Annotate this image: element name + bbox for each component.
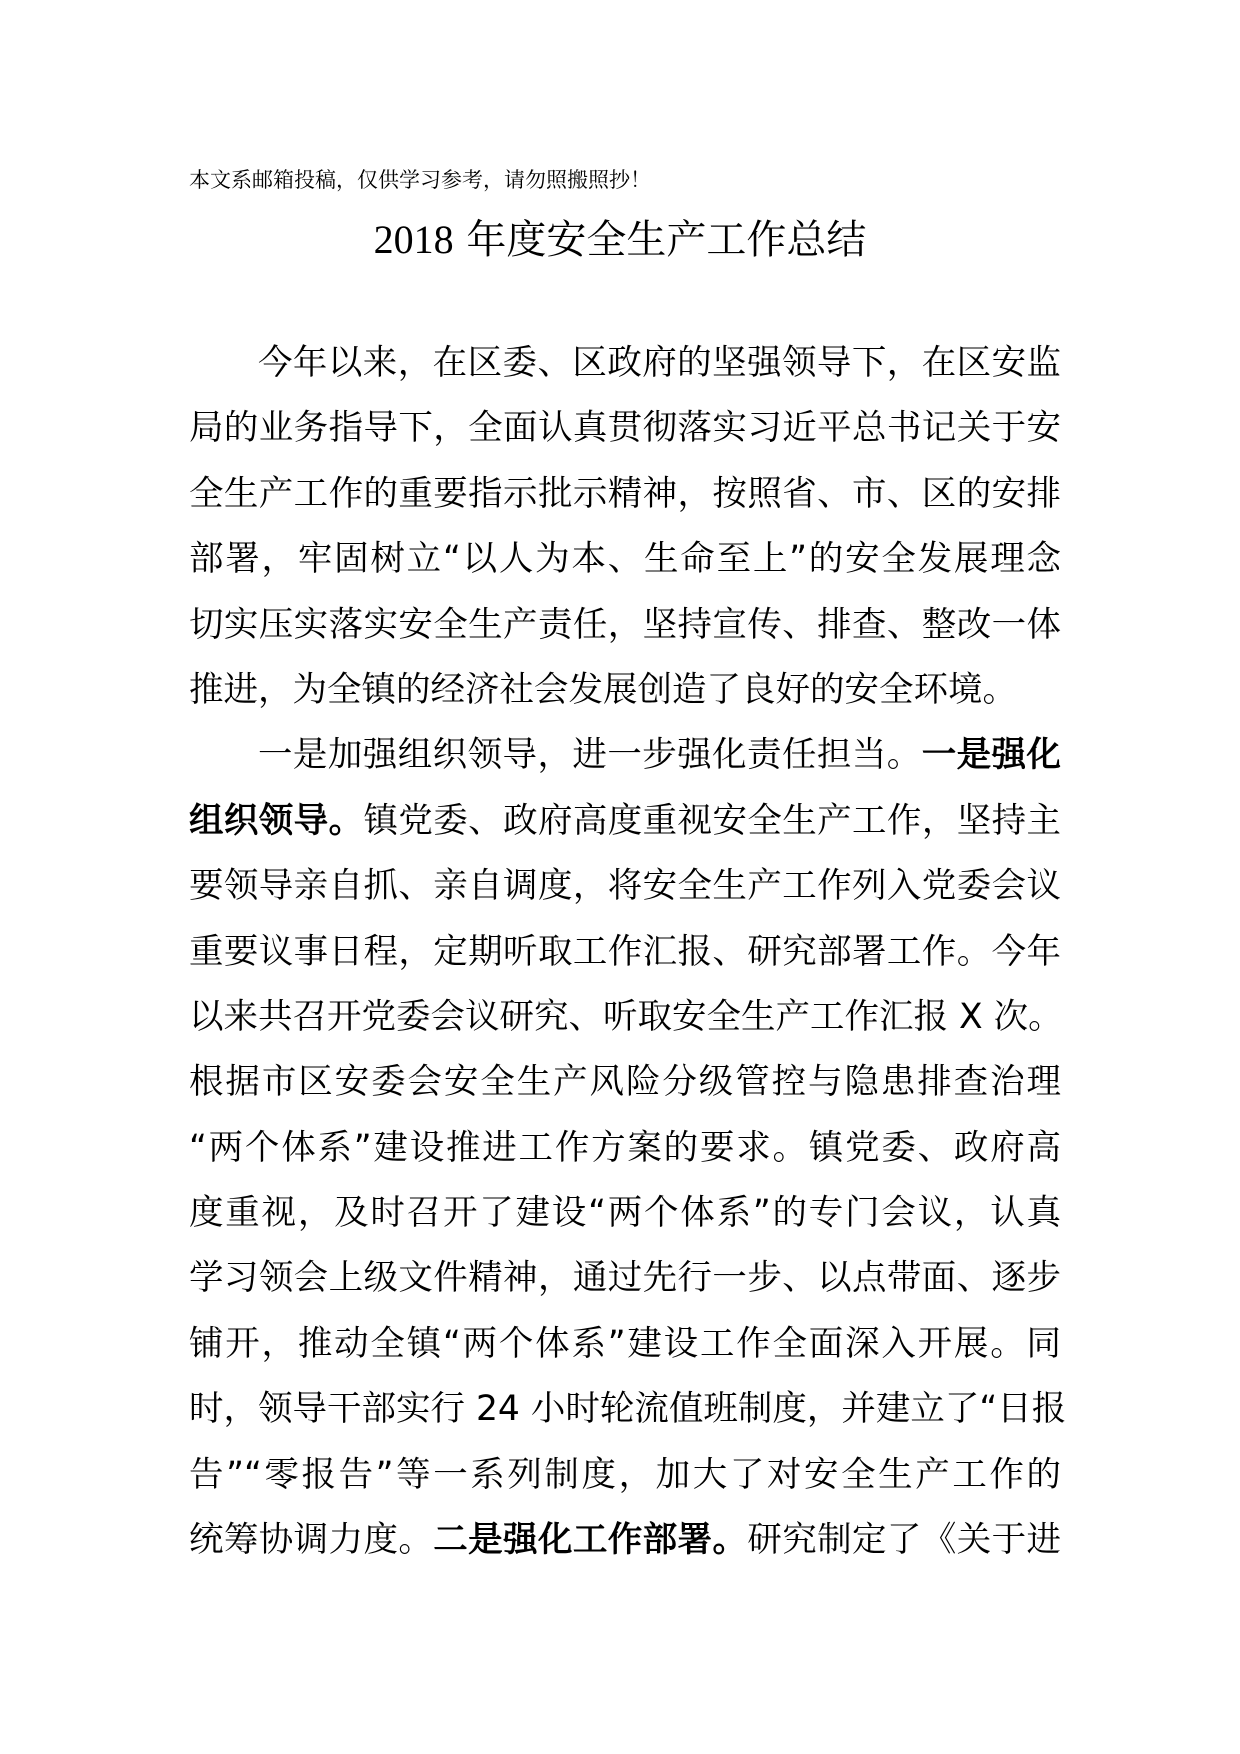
body-line bbox=[189, 732, 1061, 797]
body-line bbox=[189, 340, 1061, 405]
body-line bbox=[189, 1059, 1061, 1124]
header-note: 本文系邮箱投稿，仅供学习参考，请勿照搬照抄！ bbox=[189, 168, 651, 192]
body-line bbox=[189, 1517, 1061, 1582]
bold-heading-text: 一是强化 bbox=[921, 735, 1061, 776]
body-text: 全生产工作的重要指示批示精神，按照省、市、区的安排 bbox=[189, 473, 1061, 514]
body-text: 一是加强组织领导，进一步强化责任担当。 bbox=[258, 735, 922, 776]
body-line bbox=[189, 1255, 1061, 1320]
body-line bbox=[189, 471, 1061, 536]
body-text: 时，领导干部实行 24 小时轮流值班制度，并建立了“日报 bbox=[189, 1389, 1067, 1430]
body-text: 根据市区安委会安全生产风险分级管控与隐患排查治理 bbox=[189, 1062, 1061, 1103]
body-text: “两个体系”建设推进工作方案的要求。镇党委、政府高 bbox=[189, 1127, 1061, 1168]
body-line bbox=[189, 405, 1061, 470]
bold-heading-text: 组织领导。 bbox=[189, 800, 364, 841]
body-text: 切实压实落实安全生产责任，坚持宣传、排查、整改一体 bbox=[189, 604, 1061, 645]
body-text: 告”“零报告”等一系列制度，加大了对安全生产工作的 bbox=[189, 1454, 1061, 1495]
document-title bbox=[0, 208, 1240, 265]
body-text: 要领导亲自抓、亲自调度，将安全生产工作列入党委会议 bbox=[189, 866, 1061, 907]
body-text: 以来共召开党委会议研究、听取安全生产工作汇报 X 次。 bbox=[189, 996, 1063, 1037]
body-text: 重要议事日程，定期听取工作汇报、研究部署工作。今年 bbox=[189, 931, 1061, 972]
body-line bbox=[189, 798, 1061, 863]
body-text: 铺开，推动全镇“两个体系”建设工作全面深入开展。同 bbox=[189, 1323, 1061, 1364]
body-line bbox=[189, 929, 1061, 994]
body-line bbox=[189, 1321, 1061, 1386]
title-text: 年度安全生产工作总结 bbox=[466, 217, 867, 263]
body-line bbox=[189, 1125, 1061, 1190]
body-text: 统筹协调力度。 bbox=[189, 1520, 434, 1561]
body-text: 度重视，及时召开了建设“两个体系”的专门会议，认真 bbox=[189, 1193, 1061, 1234]
body-line bbox=[189, 1190, 1061, 1255]
body-text: 今年以来，在区委、区政府的坚强领导下，在区安监 bbox=[258, 343, 1061, 383]
body-text: 镇党委、政府高度重视安全生产工作，坚持主 bbox=[363, 800, 1062, 841]
body-text: 推进，为全镇的经济社会发展创造了良好的安全环境。 bbox=[189, 669, 1017, 710]
body-line bbox=[189, 667, 1061, 732]
body-line bbox=[189, 994, 1061, 1059]
bold-heading-text: 二是强化工作部署。 bbox=[433, 1520, 748, 1561]
document-body bbox=[189, 340, 1067, 1582]
body-line bbox=[189, 602, 1061, 667]
body-line bbox=[189, 1452, 1061, 1517]
title-year: 2018 bbox=[373, 217, 454, 262]
body-text: 学习领会上级文件精神，通过先行一步、以点带面、逐步 bbox=[189, 1258, 1061, 1299]
body-text: 研究制定了《关于进 bbox=[747, 1520, 1062, 1561]
body-line bbox=[189, 536, 1061, 601]
body-line bbox=[189, 1386, 1067, 1451]
body-text: 部署，牢固树立“以人为本、生命至上”的安全发展理念 bbox=[189, 539, 1061, 580]
body-text: 局的业务指导下，全面认真贯彻落实习近平总书记关于安 bbox=[189, 408, 1061, 449]
body-line bbox=[189, 863, 1061, 928]
